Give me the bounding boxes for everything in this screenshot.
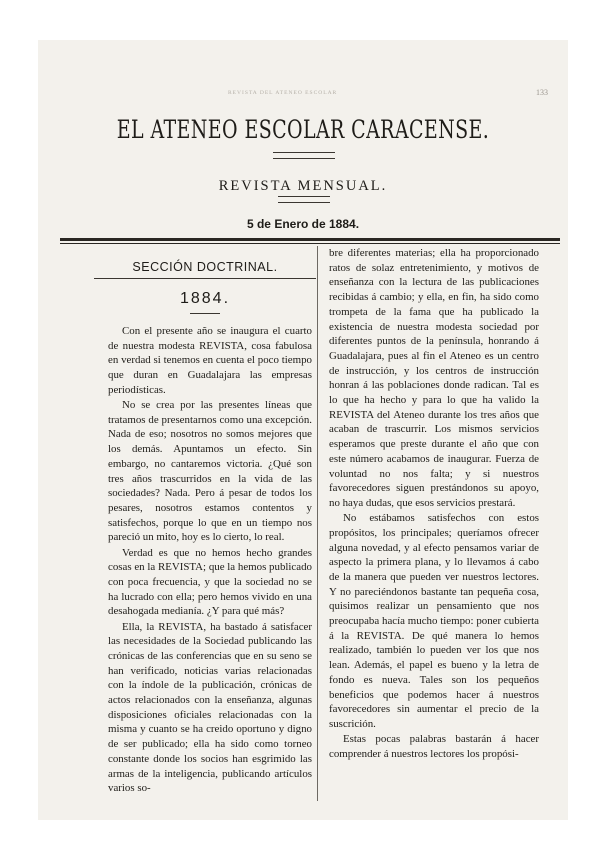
left-column <box>108 324 312 796</box>
subtitle-ornament-rule <box>278 196 330 203</box>
paragraph: Verdad es que no hemos hecho grandes cosas en la REVISTA; que la hemos publicado con poca frecuencia, y que la sociedad no se ha lucrado con ella; pero hemos vivido en una desahogada medianía. ¿Y para qué más? <box>108 546 312 618</box>
paragraph: No se crea por las presentes líneas que tratamos de presentarnos como una excepción. Nada de eso; nosotros no somos mejores que los demás. Apuntamos un efecto. Sin embargo, no cantaremos victoria. ¿Qué son tres años trascurridos en la vida de las sociedades? Nada. Pero á pesar de todos los pesares, nosotros estamos contentos y satisfechos, porque lo que en un tiempo nos pareció un mito, hoy es lo cierto, lo real. <box>108 399 312 544</box>
page-subtitle: REVISTA MENSUAL. <box>218 178 388 194</box>
paragraph: No estábamos satisfechos con estos propósitos, los principales; queríamos ofrecer alguna novedad, y al efecto pensamos variar de aspecto la primera plana, y lo llevamos á cabo de la manera que pueden ver nuestros lectores. Y no pareciéndonos bastante tan pequeña cosa, quisimos realizar un pensamiento que nos preocupaba hacía mucho tiempo: poner cubierta á la REVISTA. De qué manera lo hemos realizado, también lo pueden ver los que nos lean. Además, el papel es bueno y la letra de fondo es nueva. Tales son los pequeños beneficios que podemos hacer á nuestros favorecedores sin aumentar el precio de la suscrición. <box>329 512 539 730</box>
title-ornament-rule <box>273 152 335 159</box>
paragraph: Con el presente año se inaugura el cuarto de nuestra modesta REVISTA, cosa fabulosa en verdad si tenemos en cuenta el poco tiempo que duran en Guadalajara las empresas periodísticas. <box>108 325 312 396</box>
document-page <box>38 40 568 820</box>
section-heading: SECCIÓN DOCTRINAL. <box>132 260 278 274</box>
year-underline <box>190 313 220 314</box>
section-underline <box>94 278 316 279</box>
paragraph: Ella, la REVISTA, ha bastado á satisfacer las necesidades de la Sociedad publicando las crónicas de las conferencias que en su seno se han verificado, noticias varias relacionadas con la índole de la publicación, crónicas de actos relacionados con la enseñanza, algunas disposiciones oficiales relacionadas con la misma y cuanto se ha creido oportuno y digno de ser publicado; ella ha sido como torneo constante donde los socios han esgrimido las armas de la inteligencia, publicando artículos varios so- <box>108 620 312 795</box>
right-column <box>329 246 539 762</box>
header-rule-thick <box>60 238 560 241</box>
issue-date: 5 de Enero de 1884. <box>246 217 360 231</box>
paragraph: Estas pocas palabras bastarán á hacer comprender á nuestros lectores los propósi- <box>329 733 539 760</box>
column-separator <box>317 246 318 801</box>
faint-page-number: 133 <box>536 88 548 97</box>
faint-running-head: REVISTA DEL ATENEO ESCOLAR <box>228 90 338 96</box>
page-title: EL ATENEO ESCOLAR CARACENSE. <box>116 115 490 144</box>
paragraph: bre diferentes materias; ella ha proporcionado ratos de solaz entretenimiento, y motivos de enseñanza con la lectura de las publicaciones recibidas á cambio; y ella, en fin, ha sido como trompeta de la fama que ha publicado la existencia de nuestra modesta sociedad por diferentes puntos de la península, honrando á Guadalajara, pues al fin el Ateneo es un centro de instrucción, y los centros de instrucción honran á las poblaciones donde radican. Tal es lo que ha hecho y para lo que ha valido la REVISTA del Ateneo durante los tres años que acaban de trascurrir. Los mismos servicios esperamos que preste durante el año que con este número acabamos de inaugurar. Fuerza de voluntad no nos falta; y si nuestros favorecedores siguen prestándonos su apoyo, no haya dudas, que esos servicios prestará. <box>329 247 539 509</box>
header-rule-thin <box>60 243 560 244</box>
article-year: 1884. <box>179 290 231 307</box>
